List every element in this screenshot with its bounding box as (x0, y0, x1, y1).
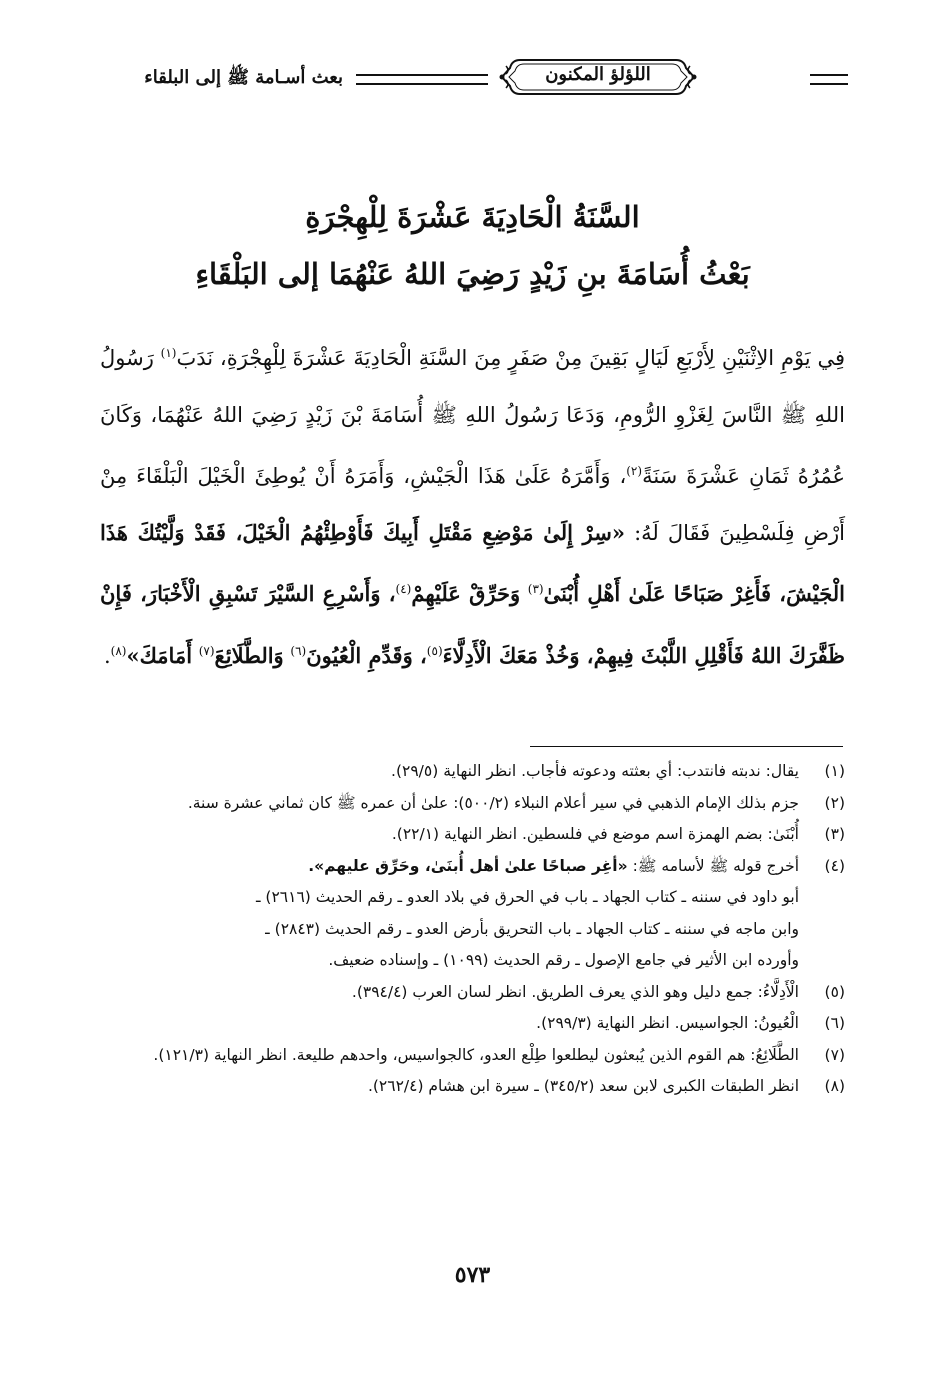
footnote-number: (٥) (824, 982, 845, 1001)
hadith-quote: ، وَأَسْرِعِ السَّيْرَ تَسْبِقِ الْأَخْبَارَ، فَإِنْ ظَفَّرَكَ اللهُ فَأَقْلِلِ اللَّبْثَ فِيهِمْ، وَخُذْ مَعَكَ الْأَدِلَّاءَ (100, 581, 845, 668)
book-title: اللؤلؤ المكنون (545, 64, 651, 85)
footnote-text: أُبْنَىٰ: بضم الهمزة اسم موضع في فلسطين. انظر النهاية (٢٢/١). (391, 825, 799, 843)
footnote-text: الْأَدِلَّاءُ: جمع دليل وهو الذي يعرف الطريق. انظر لسان العرب (٣٩٤/٤). (351, 982, 799, 1001)
body-text-segment: رَسُولُ اللهِ ﷺ النَّاسَ لِغَزْوِ الرُّومِ، وَدَعَا رَسُولُ اللهِ ﷺ أُسَامَةَ بْنَ زَيْدٍ رَضِيَ اللهُ عَنْهُمَا، وَكَانَ عُمُرُهُ ثَمَانِ عَشْرَةَ سَنَةً (100, 346, 845, 488)
header-rule (810, 74, 848, 85)
chapter-title: بعث أسـامة ﷺ إلى البلقاء (144, 67, 343, 88)
section-heading-event: بَعْثُ أُسَامَةَ بنِ زَيْدٍ رَضِيَ اللهُ عَنْهُمَا إلى البَلْقَاءِ (195, 257, 750, 291)
footnote-separator (530, 746, 843, 747)
footnotes (100, 756, 845, 1103)
footnote-number: (٢) (824, 793, 845, 812)
footnote-8 (100, 1071, 845, 1103)
body-text-segment: فِي يَوْمِ الاِثْنَيْنِ لِأَرْبَعِ لَيَالٍ بَقِينَ مِنْ صَفَرٍ مِنَ السَّنَةِ الْحَادِيَةَ عَشْرَةَ لِلْهِجْرَةِ، نَدَبَ (176, 346, 845, 370)
footnote-ref: (٦) (290, 643, 307, 658)
hadith-quote: وَحَرِّقْ عَلَيْهِمْ (411, 581, 521, 606)
footnote-ref: (٧) (198, 643, 215, 658)
main-text (100, 325, 845, 684)
footnote-4-source: وابن ماجه في سننه ـ كتاب الجهاد ـ باب التحريق بأرض العدو ـ رقم الحديث (٢٨٤٣) ـ (265, 919, 799, 938)
hadith-quote: ، وَقَدِّمِ الْعُيُونَ (306, 642, 427, 668)
footnote-text: انظر الطبقات الكبرى لابن سعد (٣٤٥/٢) ـ سيرة ابن هشام (٢٦٢/٤). (367, 1077, 799, 1095)
footnote-number: (٦) (824, 1014, 845, 1032)
footnote-2 (100, 788, 845, 820)
page-number: ٥٧٣ (454, 1262, 491, 1288)
footnote-ref: (٨) (110, 643, 127, 658)
footnote-number: (٨) (824, 1077, 845, 1095)
footnote-7 (100, 1040, 845, 1072)
footnote-ref: (٥) (426, 643, 443, 658)
footnote-6 (100, 1008, 845, 1040)
footnote-ref: (٤) (395, 582, 412, 596)
footnote-3 (100, 819, 845, 851)
footnote-text: الطَّلَائِعُ: هم القوم الذين يُبعثون ليطلعوا طِلْع العدو، كالجواسيس، واحدهم طليعة. انظر النهاية (١٢١/٣). (153, 1045, 799, 1064)
footnote-number: (١) (824, 762, 845, 780)
running-header (88, 50, 848, 106)
footnote-5 (100, 977, 845, 1009)
footnote-1 (100, 756, 845, 788)
footnote-ref: (٣) (527, 582, 544, 596)
body-paragraph (100, 325, 845, 684)
hadith-quote: أَمَامَكَ» (126, 642, 193, 668)
body-text-segment: . (103, 643, 111, 668)
hadith-quote: وَالطَّلَائِعَ (214, 642, 284, 668)
footnote-ref: (١) (160, 346, 177, 360)
footnote-ref: (٢) (626, 464, 643, 478)
body-text-segment: ، وَأَمَّرَهُ عَلَىٰ هَذَا الْجَيْشِ، وَأَمَرَهُ أَنْ يُوطِئَ الْخَيْلَ الْبَلْقَاءَ مِنْ أَرْضِ فِلَسْطِينَ فَقَالَ لَهُ: (100, 464, 845, 545)
footnote-4-source: وأورده ابن الأثير في جامع الإصول ـ رقم الحديث (١٠٩٩) ـ وإسناده ضعيف. (328, 951, 799, 969)
footnote-text-plain: أخرج قوله ﷺ لأسامه ﷺ: (632, 856, 799, 875)
hadith-quote: «سِرْ إِلَىٰ مَوْضِعِ مَقْتَلِ أَبِيكَ فَأَوْطِئْهُمُ الْخَيْلَ، فَقَدْ وَلَّيْتُكَ هَذَا الْجَيْشَ، فَأَغِرْ صَبَاحًا عَلَىٰ أَهْلِ أُبْنَىٰ (100, 519, 845, 606)
footnote-text (100, 851, 799, 883)
book-title-cartouche (498, 54, 698, 100)
header-rule (356, 74, 488, 85)
footnote-number: (٣) (824, 825, 845, 843)
footnote-text: الْعُيونُ: الجواسيس. انظر النهاية (٢٩٩/٣). (536, 1014, 799, 1032)
footnote-quote: «أغِر صباحًا علىٰ أهل أُبنَىٰ، وحَرِّق عليهم». (308, 856, 628, 875)
section-heading-year: السَّنَةُ الْحَادِيَةَ عَشْرَةَ لِلْهِجْرَةِ (305, 200, 640, 234)
footnote-4-source: أبو داود في سننه ـ كتاب الجهاد ـ باب في الحرق في بلاد العدو ـ رقم الحديث (٢٦١٦) ـ (255, 888, 799, 906)
footnote-text: جزم بذلك الإمام الذهبي في سير أعلام النبلاء (٥٠٠/٢): علىٰ أن عمره ﷺ كان ثماني عشرة سنة. (187, 793, 799, 812)
footnote-text: يقال: ندبته فانتدب: أي بعثته ودعوته فأجاب. انظر النهاية (٢٩/٥). (391, 762, 799, 780)
footnote-number: (٧) (824, 1045, 845, 1064)
footnote-number: (٤) (824, 856, 845, 875)
footnote-4 (100, 851, 845, 883)
